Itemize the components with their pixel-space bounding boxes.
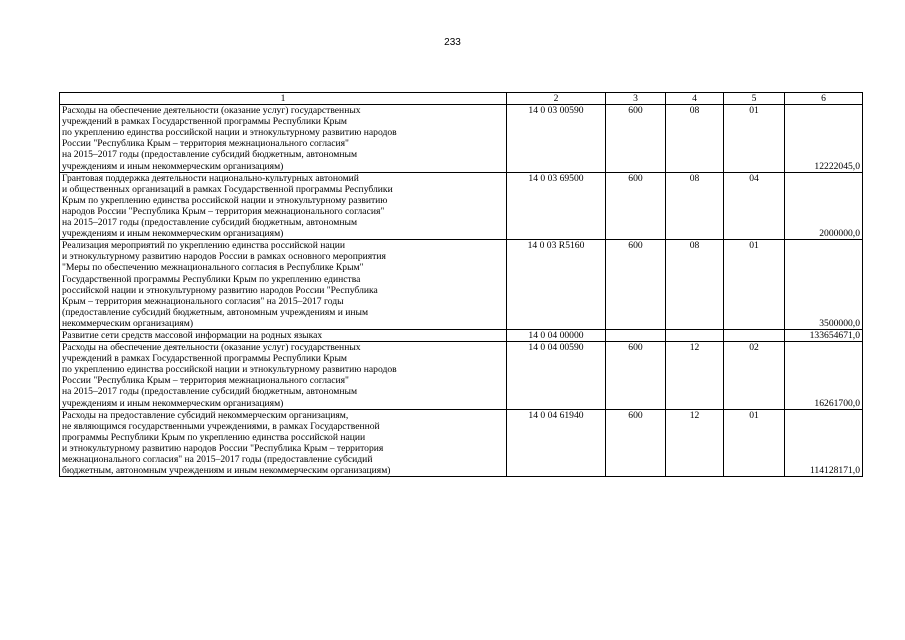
row-subsection: 01 bbox=[724, 240, 785, 330]
row-section: 12 bbox=[666, 409, 724, 477]
row-section bbox=[666, 329, 724, 341]
row-description: Расходы на обеспечение деятельности (оказание услуг) государственных учреждений в рамках Государственной программы Республики Крым по укреплению единства российской нации и этнокультурному развитию народов России "Республика Крым – территория межнационального согласия" на 2015–2017 годы (предоставление субсидий бюджетным, автономным учреждениям и иным некоммерческим организациям) bbox=[60, 105, 507, 173]
row-amount: 12222045,0 bbox=[785, 105, 863, 173]
table-row bbox=[60, 172, 863, 240]
row-expense-type: 600 bbox=[606, 172, 666, 240]
row-subsection: 02 bbox=[724, 342, 785, 410]
row-description: Грантовая поддержка деятельности национально-культурных автономий и общественных организаций в рамках Государственной программы Республики Крым по укреплению единства российской нации и этнокультурному развитию народов России "Республика Крым – территория межнационального согласия" на 2015–2017 годы (предоставление субсидий бюджетным, автономным учреждениям и иным некоммерческим организациям) bbox=[60, 172, 507, 240]
row-section: 08 bbox=[666, 105, 724, 173]
column-header: 6 bbox=[785, 93, 863, 105]
row-expense-type bbox=[606, 329, 666, 341]
row-target-article-code: 14 0 04 00590 bbox=[507, 342, 606, 410]
row-amount: 133654671,0 bbox=[785, 329, 863, 341]
row-description: Реализация мероприятий по укреплению единства российской нации и этнокультурному развитию народов России в рамках основного мероприятия "Меры по обеспечению межнационального согласия в Республике Крым" Государственной программы Республики Крым по укреплению единства российской нации и этнокультурному развитию народов России "Республика Крым – территория межнационального согласия" на 2015–2017 годы (предоставление субсидий бюджетным, автономным учреждениям и иным некоммерческим организациям) bbox=[60, 240, 507, 330]
row-target-article-code: 14 0 03 R5160 bbox=[507, 240, 606, 330]
table-header-row bbox=[60, 93, 863, 105]
row-description: Расходы на обеспечение деятельности (оказание услуг) государственных учреждений в рамках Государственной программы Республики Крым по укреплению единства российской нации и этнокультурному развитию народов России "Республика Крым – территория межнационального согласия" на 2015–2017 годы (предоставление субсидий бюджетным, автономным учреждениям и иным некоммерческим организациям) bbox=[60, 342, 507, 410]
column-header: 4 bbox=[666, 93, 724, 105]
column-header: 3 bbox=[606, 93, 666, 105]
table-row bbox=[60, 240, 863, 330]
row-subsection: 04 bbox=[724, 172, 785, 240]
row-target-article-code: 14 0 04 61940 bbox=[507, 409, 606, 477]
row-expense-type: 600 bbox=[606, 409, 666, 477]
row-subsection: 01 bbox=[724, 409, 785, 477]
budget-table bbox=[59, 92, 863, 477]
table-row bbox=[60, 409, 863, 477]
row-amount: 114128171,0 bbox=[785, 409, 863, 477]
row-amount: 16261700,0 bbox=[785, 342, 863, 410]
table-row bbox=[60, 342, 863, 410]
table-row bbox=[60, 105, 863, 173]
row-section: 08 bbox=[666, 240, 724, 330]
row-description: Расходы на предоставление субсидий некоммерческим организациям, не являющимся государственными учреждениями, в рамках Государственной программы Республики Крым по укреплению единства российской нации и этнокультурному развитию народов России "Республика Крым – территория межнационального согласия" на 2015–2017 годы (предоставление субсидий бюджетным, автономным учреждениям и иным некоммерческим организациям) bbox=[60, 409, 507, 477]
row-amount: 2000000,0 bbox=[785, 172, 863, 240]
row-section: 08 bbox=[666, 172, 724, 240]
row-description: Развитие сети средств массовой информации на родных языках bbox=[60, 329, 507, 341]
column-header: 5 bbox=[724, 93, 785, 105]
column-header: 2 bbox=[507, 93, 606, 105]
row-target-article-code: 14 0 03 00590 bbox=[507, 105, 606, 173]
row-target-article-code: 14 0 03 69500 bbox=[507, 172, 606, 240]
table-row bbox=[60, 329, 863, 341]
row-expense-type: 600 bbox=[606, 342, 666, 410]
row-expense-type: 600 bbox=[606, 105, 666, 173]
row-section: 12 bbox=[666, 342, 724, 410]
row-expense-type: 600 bbox=[606, 240, 666, 330]
row-subsection: 01 bbox=[724, 105, 785, 173]
row-subsection bbox=[724, 329, 785, 341]
row-target-article-code: 14 0 04 00000 bbox=[507, 329, 606, 341]
column-header: 1 bbox=[60, 93, 507, 105]
row-amount: 3500000,0 bbox=[785, 240, 863, 330]
page-number: 233 bbox=[444, 37, 461, 48]
